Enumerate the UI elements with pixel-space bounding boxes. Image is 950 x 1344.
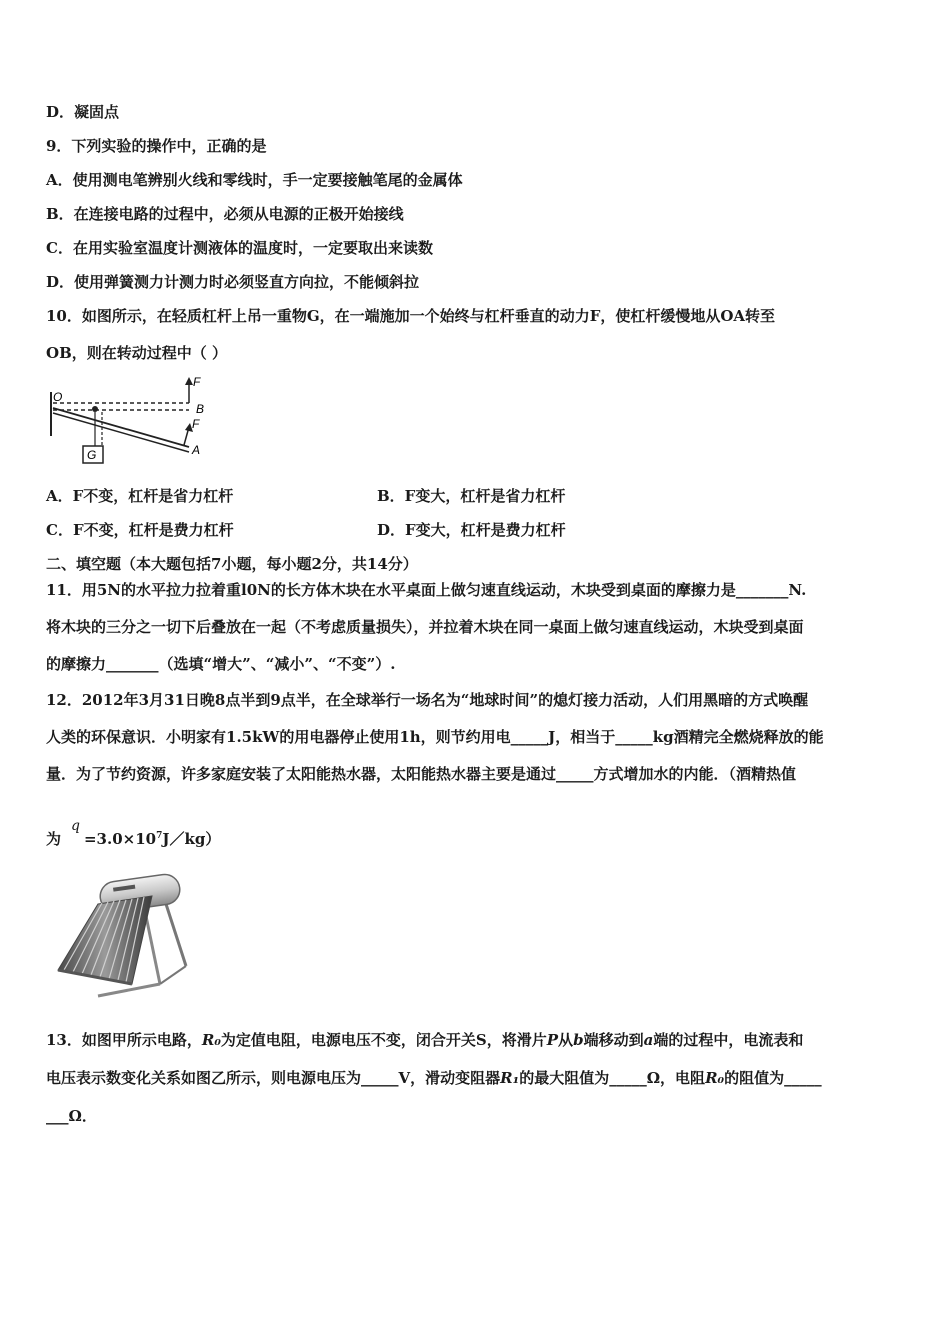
q13-line2	[46, 1068, 822, 1088]
q12-line3: 量．为了节约资源，许多家庭安装了太阳能热水器，太阳能热水器主要是通过_____方式增加水的内能．（酒精热值	[46, 765, 797, 783]
q13-seg5: 端的过程中，电流表和	[653, 1031, 804, 1049]
q11-line1: 11．用5N的水平拉力拉着重l0N的长方体木块在水平桌面上做匀速直线运动，木块受到桌面的摩擦力是_______N.	[46, 581, 807, 599]
q13-line3: ___Ω．	[46, 1107, 97, 1125]
q10-stem-line2: OB，则在转动过程中（ ）	[46, 344, 227, 362]
solar-water-heater-image	[48, 866, 196, 1004]
q13-line2b: 的最大阻值为_____Ω，电阻	[519, 1069, 706, 1087]
q13-r1-symbol: R₁	[500, 1069, 520, 1087]
q13-b-symbol: b	[573, 1031, 584, 1049]
lever-label-a: A	[192, 443, 201, 457]
lever-label-b: B	[196, 402, 205, 416]
q12-symbol-q: q	[71, 818, 80, 834]
q11-line3: 的摩擦力_______（选填“增大”、“减小”、“不变”）.	[46, 655, 396, 673]
q13-line2a: 电压表示数变化关系如图乙所示，则电源电压为_____V，滑动变阻器	[46, 1069, 501, 1087]
q12-line4-prefix: 为	[46, 830, 62, 848]
q9-option-a: A．使用测电笔辨别火线和零线时，手一定要接触笔尾的金属体	[46, 171, 463, 189]
q10-stem-line1: 10．如图所示，在轻质杠杆上吊一重物G，在一端施加一个始终与杠杆垂直的动力F，使杠杆缓慢地从OA转至	[46, 307, 776, 325]
lever-label-f-top: F	[193, 375, 201, 389]
q13-p-symbol: P	[546, 1031, 559, 1049]
q11-line2: 将木块的三分之一切下后叠放在一起（不考虑质量损失），并拉着木块在同一桌面上做匀速直线运动，木块受到桌面	[46, 618, 804, 636]
q10-option-b: B．F变大，杠杆是省力杠杆	[377, 487, 566, 505]
lever-label-f-bottom: F	[192, 417, 200, 431]
q13-seg3: 从	[558, 1031, 574, 1049]
lever-label-o: O	[53, 390, 63, 404]
q8-option-d: D．凝固点	[46, 103, 120, 121]
q13-r0b-symbol: R₀	[705, 1069, 725, 1087]
q13-line1	[46, 1030, 803, 1050]
lever-label-g: G	[87, 448, 97, 462]
q12-value: =3.0×10	[83, 830, 157, 848]
q13-r0-symbol: R₀	[201, 1031, 221, 1049]
q12-heat-value-line	[46, 818, 221, 850]
q12-exponent: 7	[156, 831, 163, 841]
q10-option-a: A．F不变，杠杆是省力杠杆	[46, 487, 234, 505]
q13-line2c: 的阻值为_____	[724, 1069, 822, 1087]
section-2-title: 二、填空题（本大题包括7小题，每小题2分，共14分）	[46, 555, 418, 573]
q12-line1: 12．2012年3月31日晚8点半到9点半，在全球举行一场名为“地球时间”的熄灯接力活动，人们用黑暗的方式唤醒	[46, 691, 809, 709]
q9-option-c: C．在用实验室温度计测液体的温度时，一定要取出来读数	[46, 239, 433, 257]
q13-seg4: 端移动到	[583, 1031, 644, 1049]
q9-stem: 9．下列实验的操作中，正确的是	[46, 137, 267, 155]
q12-unit: J／kg）	[162, 830, 221, 848]
q9-option-d: D．使用弹簧测力计测力时必须竖直方向拉，不能倾斜拉	[46, 273, 420, 291]
q12-line2: 人类的环保意识．小明家有1.5kW的用电器停止使用1h，则节约用电_____J，相当于_____kg酒精完全燃烧释放的能	[46, 728, 824, 746]
q10-option-c: C．F不变，杠杆是费力杠杆	[46, 521, 234, 539]
lever-diagram	[44, 372, 214, 472]
q10-option-d: D．F变大，杠杆是费力杠杆	[377, 521, 566, 539]
q9-option-b: B．在连接电路的过程中，必须从电源的正极开始接线	[46, 205, 404, 223]
q13-a-symbol: a	[643, 1031, 654, 1049]
q13-seg2: 为定值电阻，电源电压不变，闭合开关S，将滑片	[220, 1031, 547, 1049]
q13-seg1: 13．如图甲所示电路，	[46, 1031, 202, 1049]
